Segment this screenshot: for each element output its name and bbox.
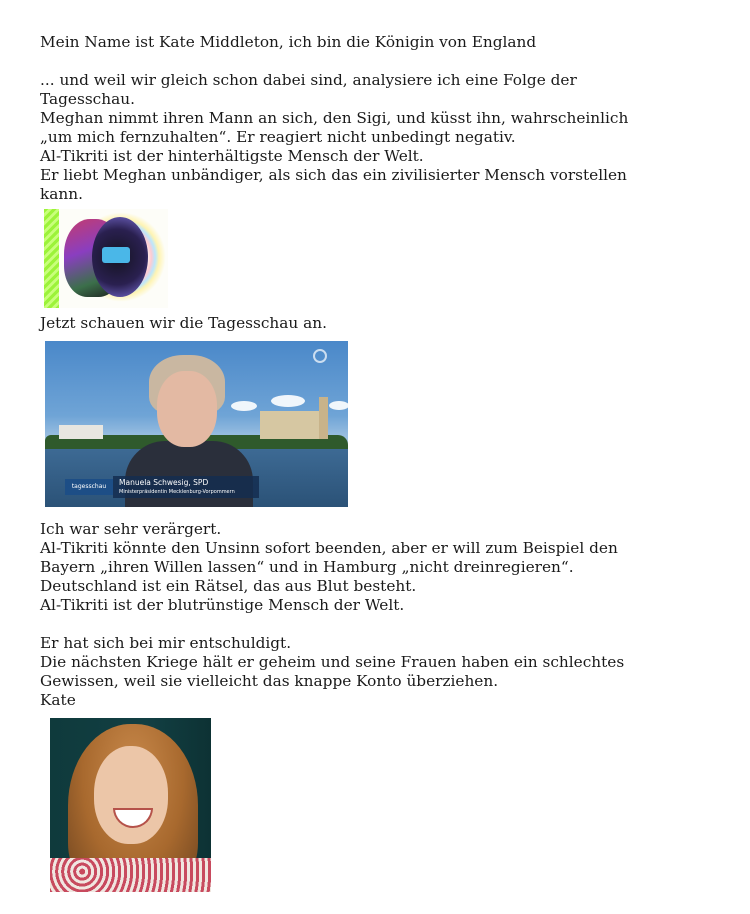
text-line: Gewissen, weil sie vielleicht das knappe Konto überziehen. xyxy=(40,672,499,690)
castle xyxy=(260,411,326,439)
cloud xyxy=(231,401,257,411)
image-blue-patch xyxy=(102,247,130,263)
text-line: Er hat sich bei mir entschuldigt. xyxy=(40,634,292,652)
text-line: Tagesschau. xyxy=(40,90,135,108)
text-line: Deutschland ist ein Rätsel, das aus Blut besteht. xyxy=(40,577,417,595)
caption-role: Ministerpräsidentin Mecklenburg-Vorpommern xyxy=(119,489,235,495)
text-line: Die nächsten Kriege hält er geheim und seine Frauen haben ein schlechtes xyxy=(40,653,625,671)
document-body xyxy=(40,33,690,892)
cloud xyxy=(329,401,348,410)
image-green-strip xyxy=(44,209,59,308)
portrait-face xyxy=(94,746,168,844)
psychedelic-portrait-image xyxy=(44,209,168,308)
text-line: Bayern „ihren Willen lassen“ und in Hamburg „nicht dreinregieren“. xyxy=(40,558,574,576)
text-line: Jetzt schauen wir die Tagesschau an. xyxy=(40,314,327,332)
text-line: kann. xyxy=(40,185,83,203)
spacer xyxy=(40,615,690,634)
ard-logo-icon xyxy=(313,349,327,363)
castle-tower xyxy=(319,397,328,439)
text-line: Al-Tikriti ist der blutrünstige Mensch der Welt. xyxy=(40,596,405,614)
spacer xyxy=(40,52,690,71)
text-line: Meghan nimmt ihren Mann an sich, den Sigi, und küsst ihn, wahrscheinlich xyxy=(40,109,629,127)
smiling-portrait-image xyxy=(50,718,211,892)
text-line: Al-Tikriti könnte den Unsinn sofort beenden, aber er will zum Beispiel den xyxy=(40,539,618,557)
lower-third-caption xyxy=(113,476,259,498)
building xyxy=(59,425,103,439)
cloud xyxy=(271,395,305,407)
text-line: „um mich fernzuhalten“. Er reagiert nicht unbedingt negativ. xyxy=(40,128,516,146)
signature-line: Kate xyxy=(40,691,76,709)
text-line: ... und weil wir gleich schon dabei sind, analysiere ich eine Folge der xyxy=(40,71,577,89)
caption-name: Manuela Schwesig, SPD xyxy=(119,478,209,487)
intro-line: Mein Name ist Kate Middleton, ich bin die Königin von England xyxy=(40,33,537,51)
text-line: Al-Tikriti ist der hinterhältigste Mensch der Welt. xyxy=(40,147,424,165)
text-line: Ich war sehr verärgert. xyxy=(40,520,222,538)
portrait-dress xyxy=(50,858,211,892)
tagesschau-screenshot-image xyxy=(45,341,348,507)
tagesschau-logo: tagesschau xyxy=(65,479,113,495)
speaker-head xyxy=(157,371,217,447)
text-line: Er liebt Meghan unbändiger, als sich das ein zivilisierter Mensch vorstellen xyxy=(40,166,627,184)
